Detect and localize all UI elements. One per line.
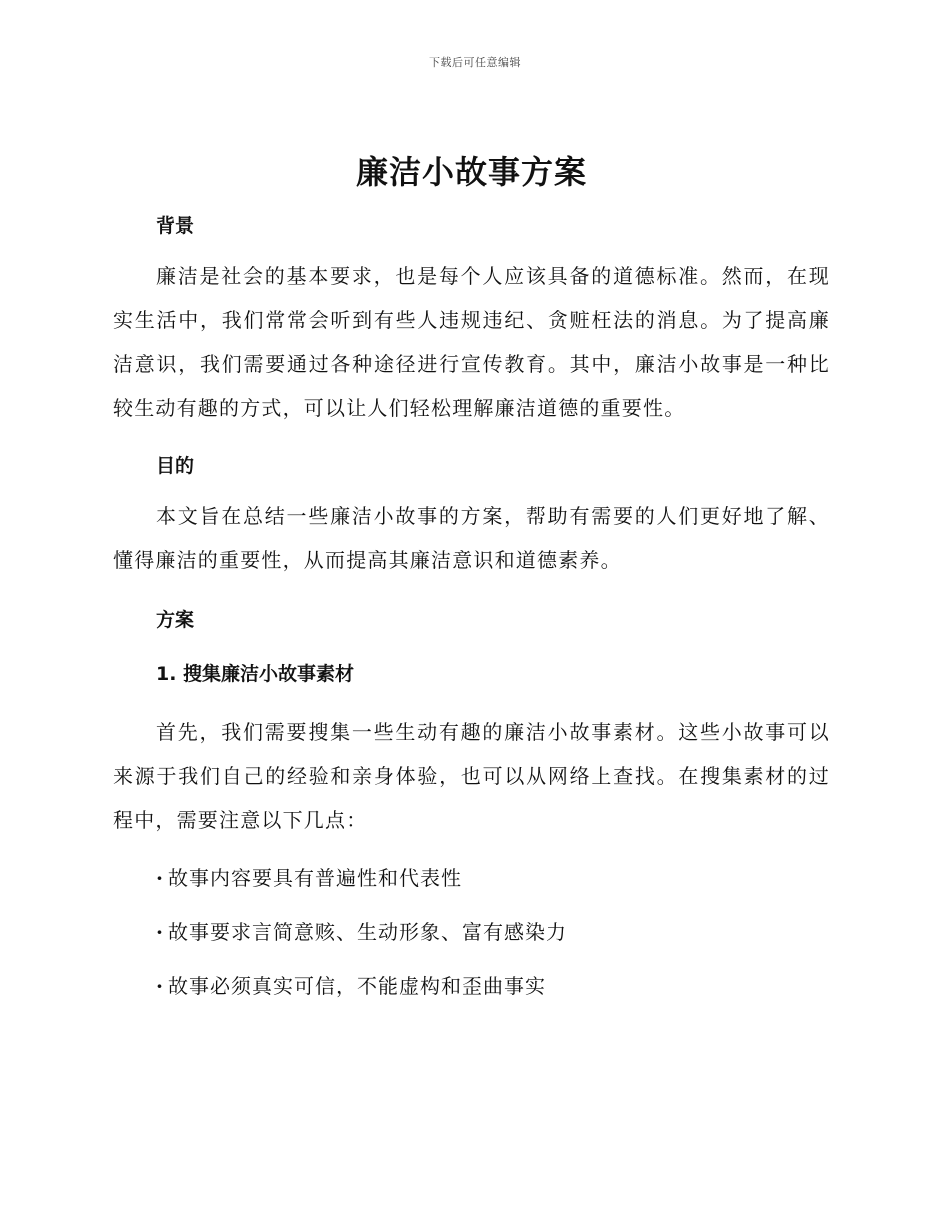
section-heading-plan: 方案 xyxy=(156,609,195,631)
paragraph-background: 廉洁是社会的基本要求，也是每个人应该具备的道德标准。然而，在现实生活中，我们常常会听到有些人违规违纪、贪赃枉法的消息。为了提高廉洁意识，我们需要通过各种途径进行宣传教育。其中，廉洁小故事是一种比较生动有趣的方式，可以让人们轻松理解廉洁道德的重要性。 xyxy=(113,264,830,420)
section-background xyxy=(113,210,830,430)
bullet-dot: · xyxy=(156,866,164,890)
bullet-dot: · xyxy=(156,920,164,944)
section-heading-background: 背景 xyxy=(156,215,195,237)
bullet-dot: · xyxy=(156,974,164,998)
list-item xyxy=(113,970,830,1002)
section-purpose xyxy=(113,450,830,582)
paragraph-plan: 首先，我们需要搜集一些生动有趣的廉洁小故事素材。这些小故事可以来源于我们自己的经验和亲身体验，也可以从网络上查找。在搜集素材的过程中，需要注意以下几点： xyxy=(113,720,830,832)
header-note: 下载后可任意编辑 xyxy=(429,56,521,69)
list-item-text: 故事必须真实可信，不能虚构和歪曲事实 xyxy=(167,974,546,998)
section-heading-purpose: 目的 xyxy=(156,455,195,477)
paragraph-purpose: 本文旨在总结一些廉洁小故事的方案，帮助有需要的人们更好地了解、懂得廉洁的重要性，从而提高其廉洁意识和道德素养。 xyxy=(113,504,830,572)
section-plan xyxy=(113,604,830,1002)
list-item-text: 故事要求言简意赅、生动形象、富有感染力 xyxy=(167,920,567,944)
document-body xyxy=(113,148,830,1002)
list-item xyxy=(113,862,830,894)
document-title: 廉洁小故事方案 xyxy=(355,153,587,191)
list-item-text: 故事内容要具有普遍性和代表性 xyxy=(167,866,462,890)
list-item xyxy=(113,916,830,948)
subheading-collect-materials: 1. 搜集廉洁小故事素材 xyxy=(156,663,355,685)
